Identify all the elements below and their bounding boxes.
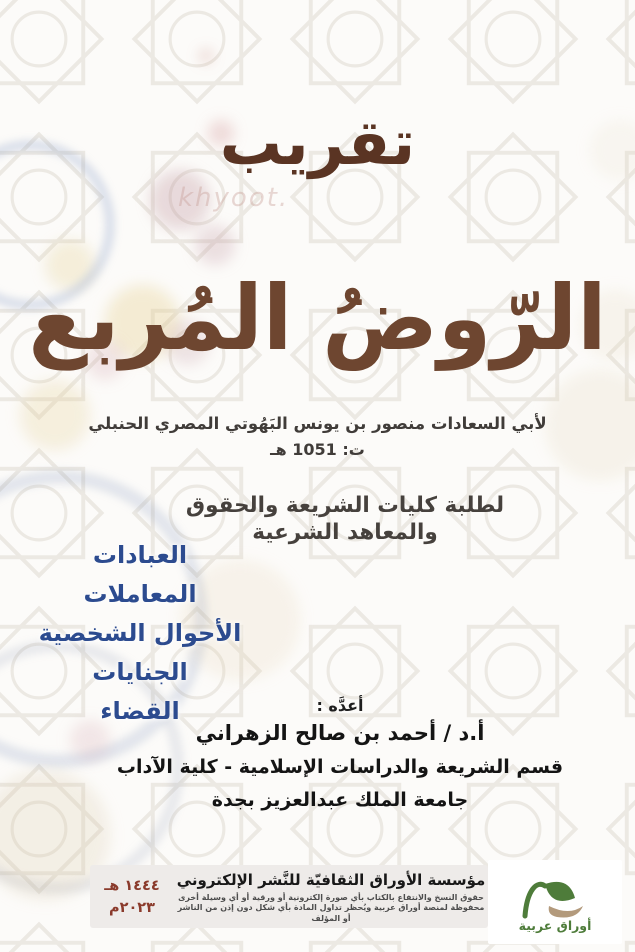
publication-dates bbox=[90, 875, 174, 919]
prepared-by-label: أعدَّه : bbox=[316, 696, 364, 715]
publisher-bar bbox=[90, 865, 488, 928]
publisher-logo-text: أوراق عربية bbox=[518, 917, 592, 933]
author-death-date: ت: 1051 هـ bbox=[270, 440, 365, 459]
preparer-name: أ.د / أحمد بن صالح الزهراني bbox=[195, 721, 485, 745]
topic-worship: العبادات bbox=[92, 541, 188, 569]
watermark-text: khyoot. bbox=[178, 183, 290, 213]
publisher-name: مؤسسة الأوراق الثقافيّة للنَّشر الإلكتروني bbox=[176, 870, 486, 889]
gregorian-year: ٢٠٢٣م bbox=[108, 899, 156, 916]
topic-crimes: الجنايات bbox=[92, 658, 188, 686]
audience-line-1: لطلبة كليات الشريعة والحقوق bbox=[185, 493, 505, 518]
rights-line-2: محفوظة لمنصة أوراق عربية ويُحظر تداول المادة بأي شكل دون إذن من الناشر أو المؤلف bbox=[177, 903, 485, 923]
university-line: جامعة الملك عبدالعزيز بجدة bbox=[211, 789, 469, 811]
publisher-logo bbox=[488, 860, 622, 944]
series-title: تقريب bbox=[219, 106, 416, 179]
topic-transactions: المعاملات bbox=[83, 580, 197, 608]
hijri-year: ١٤٤٤ هـ bbox=[104, 877, 160, 894]
topic-personal-status: الأحوال الشخصية bbox=[38, 619, 242, 647]
topic-judiciary: القضاء bbox=[100, 697, 180, 725]
audience-line-2: والمعاهد الشرعية bbox=[252, 520, 438, 545]
book-main-title: الرّوضُ المُربع bbox=[28, 267, 607, 371]
department-line: قسم الشريعة والدراسات الإسلامية - كلية الآداب bbox=[116, 756, 564, 778]
author-line: لأبي السعادات منصور بن يونس البَهُوتي المصري الحنبلي bbox=[88, 414, 547, 433]
awraq-arabiya-logo-icon bbox=[515, 872, 595, 920]
publisher-info bbox=[174, 869, 488, 925]
rights-line-1: حقوق النسخ والانتفاع بالكتاب بأي صورة إلكترونية أو ورقية أو أي وسيلة أخرى bbox=[178, 892, 484, 902]
